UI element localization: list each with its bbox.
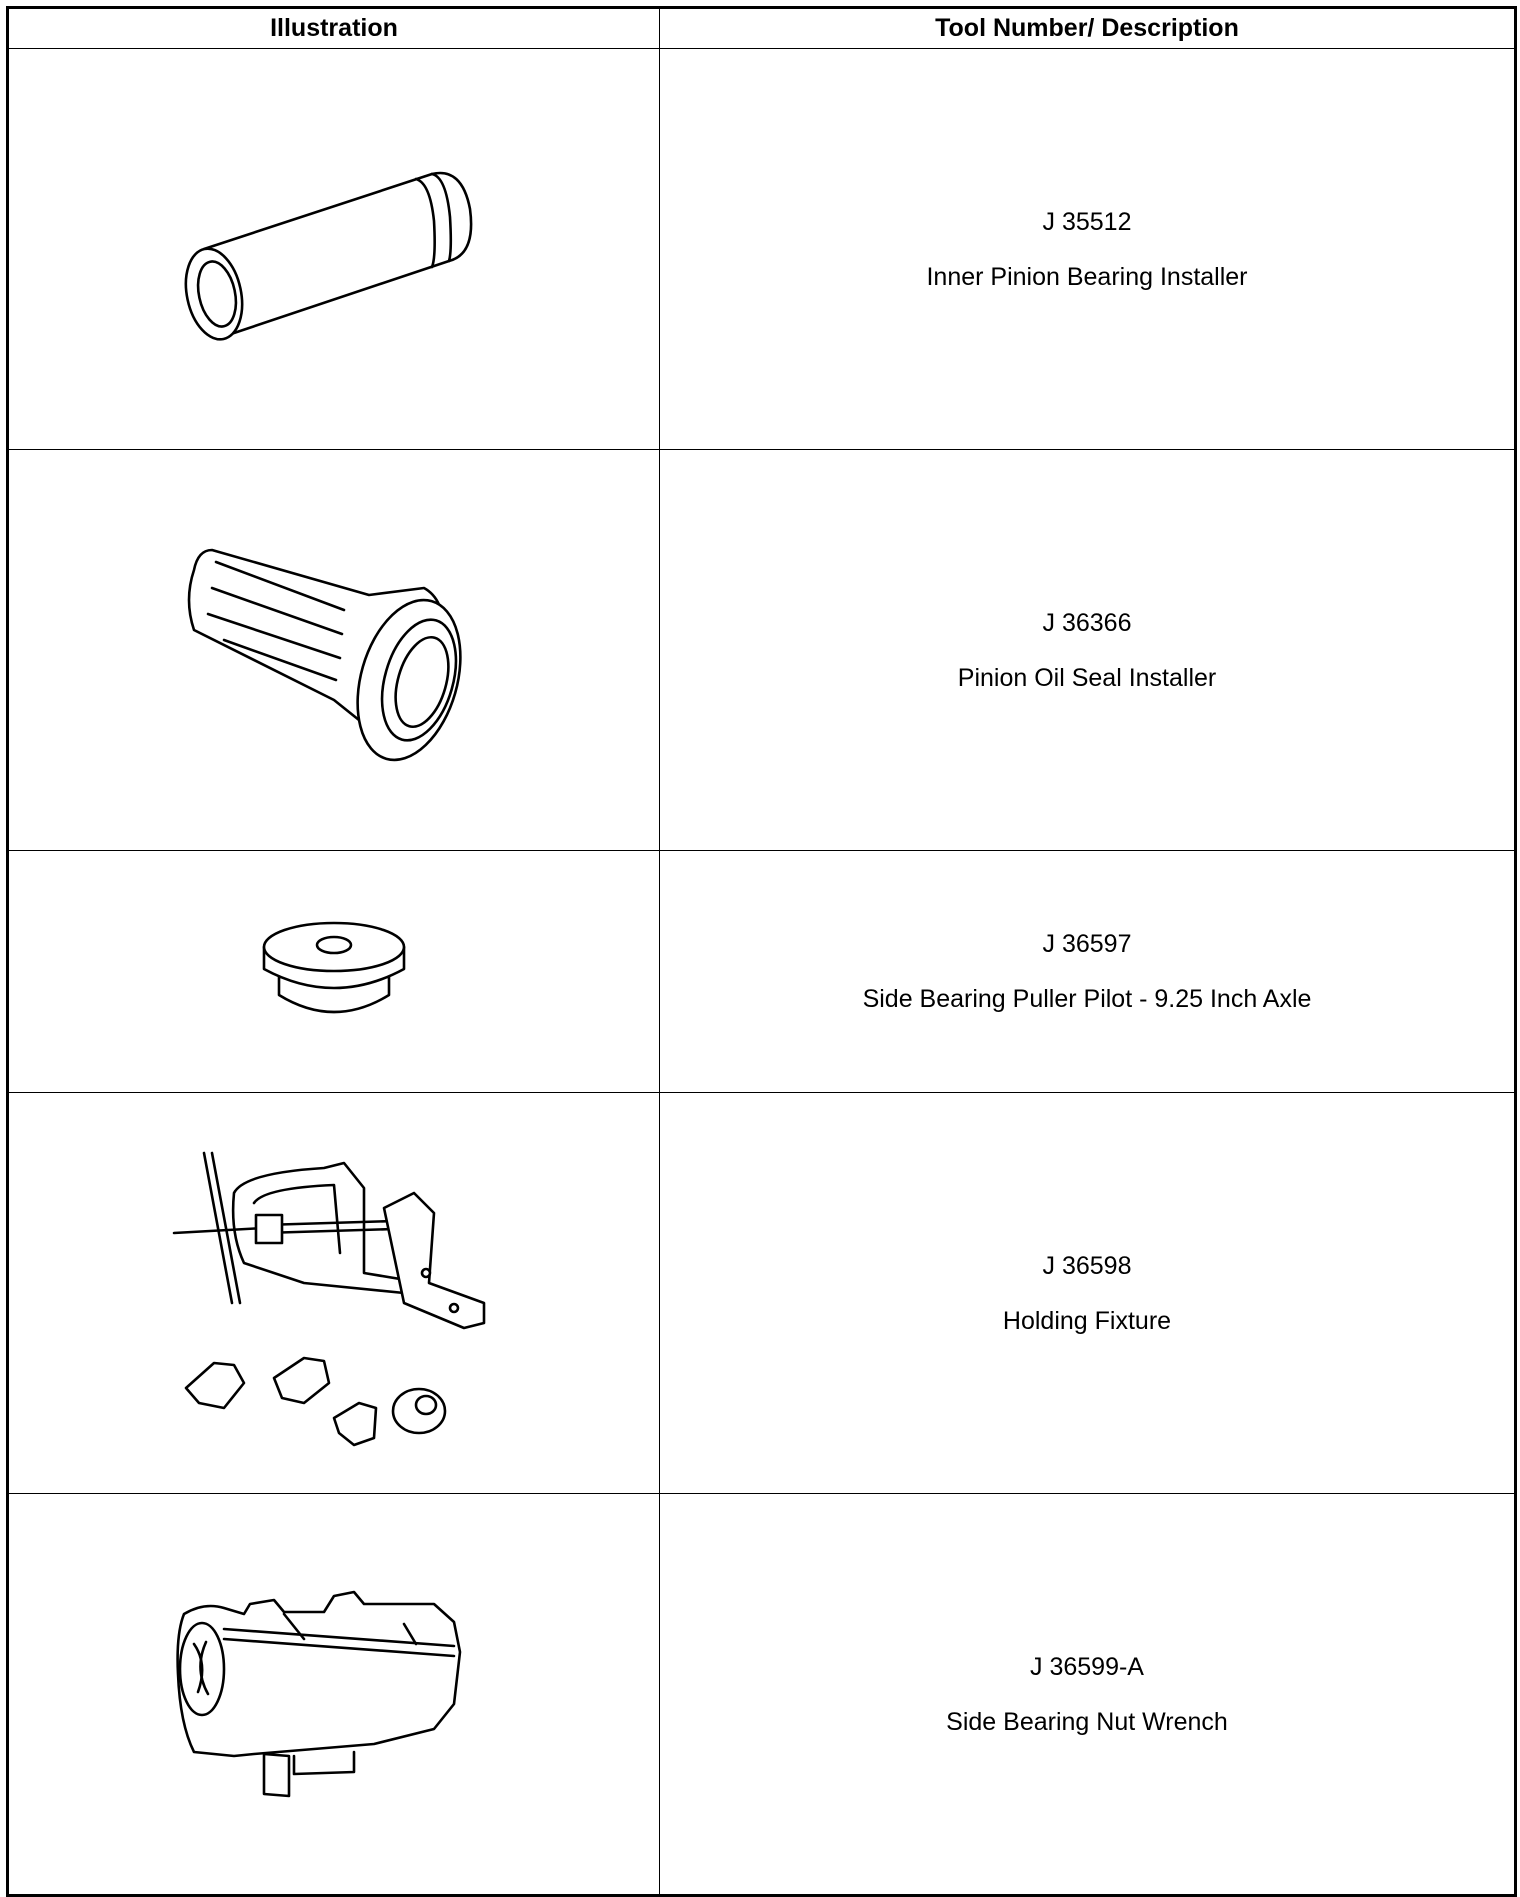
side-bearing-puller-pilot-icon xyxy=(244,917,424,1027)
tool-description-cell xyxy=(660,1494,1516,1896)
special-tools-table xyxy=(6,6,1517,1897)
pinion-oil-seal-installer-icon xyxy=(164,530,504,770)
tool-number: J 35512 xyxy=(1042,207,1132,236)
illustration-cell xyxy=(8,851,660,1093)
header-tool-number-description: Tool Number/ Description xyxy=(660,8,1516,49)
table-row xyxy=(8,1093,1516,1494)
illustration-cell xyxy=(8,49,660,450)
tool-description: Side Bearing Nut Wrench xyxy=(946,1707,1228,1736)
illustration-cell xyxy=(8,1093,660,1494)
tool-description: Side Bearing Puller Pilot - 9.25 Inch Axle xyxy=(862,985,1312,1013)
table-header-row xyxy=(8,8,1516,49)
tool-number: J 36597 xyxy=(1042,930,1132,958)
tool-description-cell xyxy=(660,851,1516,1093)
tool-number: J 36599-A xyxy=(1030,1652,1144,1681)
illustration-cell xyxy=(8,450,660,851)
tool-description-cell xyxy=(660,49,1516,450)
tool-description: Inner Pinion Bearing Installer xyxy=(926,262,1248,291)
table-row xyxy=(8,49,1516,450)
side-bearing-nut-wrench-icon xyxy=(154,1574,514,1814)
holding-fixture-icon xyxy=(164,1133,504,1453)
table-row xyxy=(8,851,1516,1093)
tool-description: Pinion Oil Seal Installer xyxy=(957,663,1217,692)
tool-description: Holding Fixture xyxy=(1002,1306,1172,1335)
illustration-cell xyxy=(8,1494,660,1896)
tool-number: J 36366 xyxy=(1042,608,1132,637)
pinion-bearing-installer-icon xyxy=(164,139,504,359)
tool-description-cell xyxy=(660,450,1516,851)
header-illustration: Illustration xyxy=(8,8,660,49)
tool-description-cell xyxy=(660,1093,1516,1494)
table-row xyxy=(8,1494,1516,1896)
tool-number: J 36598 xyxy=(1042,1251,1132,1280)
table-row xyxy=(8,450,1516,851)
